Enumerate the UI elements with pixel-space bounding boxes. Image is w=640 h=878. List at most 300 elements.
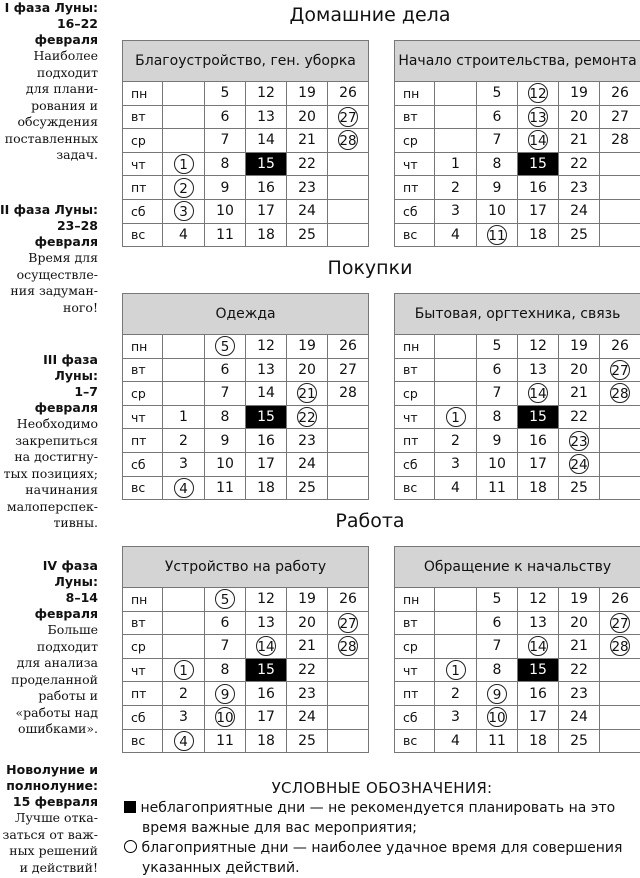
calendar-row [123,729,369,753]
weekday-label: вт [395,611,435,635]
calendar-row [123,682,369,706]
calendar-row [123,199,369,223]
day-cell: 5 [477,82,518,106]
favorable-day [435,405,477,429]
favorable-day-circle: 1 [174,660,194,680]
favorable-day [328,635,369,659]
favorable-day-circle: 10 [215,707,235,727]
day-cell: 7 [205,129,246,153]
empty-cell [435,382,477,406]
day-cell: 17 [518,199,559,223]
day-cell: 7 [477,382,518,406]
weekday-label: сб [395,199,435,223]
empty-cell [328,658,369,682]
legend-title: УСЛОВНЫЕ ОБОЗНАЧЕНИЯ: [124,778,640,798]
day-cell: 5 [477,335,518,359]
day-cell: 18 [518,223,559,247]
calendar-row [395,199,640,223]
day-cell: 6 [205,105,246,129]
day-cell: 3 [435,199,477,223]
calendar-row [395,152,640,176]
weekday-label: пт [123,429,163,453]
circle-icon [124,840,137,853]
day-cell: 11 [477,729,518,753]
favorable-day [287,405,328,429]
day-cell: 12 [518,588,559,612]
empty-cell [163,382,205,406]
empty-cell [328,176,369,200]
day-cell: 4 [435,223,477,247]
empty-cell [600,452,640,476]
calendar-title: Одежда [123,294,369,335]
day-cell: 13 [246,358,287,382]
legend-bad-term: неблагоприятные дни [140,800,305,816]
calendar-row [395,705,640,729]
day-cell: 16 [518,682,559,706]
unfavorable-day: 15 [518,152,559,176]
empty-cell [328,223,369,247]
empty-cell [600,682,640,706]
favorable-day-circle: 4 [174,731,194,751]
favorable-day-circle: 12 [528,83,548,103]
day-cell: 6 [205,358,246,382]
calendar-row [123,588,369,612]
day-cell: 1 [163,405,205,429]
calendar-title: Начало строительства, ремонта [395,41,640,82]
weekday-label: ср [123,635,163,659]
favorable-day-circle: 11 [487,225,507,245]
day-cell: 25 [287,729,328,753]
favorable-day-circle: 22 [297,407,317,427]
empty-cell [163,611,205,635]
phase-heading: II фаза Луны: 23–28 февраля [0,202,98,250]
calendar-construction [394,40,640,247]
empty-cell [435,611,477,635]
day-cell: 4 [435,729,477,753]
day-cell: 7 [205,382,246,406]
empty-cell [163,105,205,129]
section-title-work: Работа [100,510,640,532]
calendar-row [395,682,640,706]
day-cell: 3 [163,452,205,476]
calendar-row [395,223,640,247]
favorable-day [287,382,328,406]
day-cell: 7 [205,635,246,659]
day-cell: 20 [287,105,328,129]
day-cell: 17 [246,199,287,223]
day-cell: 13 [246,105,287,129]
favorable-day-circle: 2 [174,178,194,198]
day-cell: 24 [287,199,328,223]
empty-cell [600,152,640,176]
favorable-day-circle: 5 [215,589,235,609]
phase-description: Время для осуществле- ния задуман- ного! [0,250,98,316]
day-cell: 3 [435,705,477,729]
weekday-label: чт [123,152,163,176]
unfavorable-day: 15 [246,152,287,176]
legend [124,778,640,878]
calendar-row [123,223,369,247]
weekday-label: пн [123,82,163,106]
favorable-day-circle: 24 [569,454,589,474]
favorable-day [600,611,640,635]
favorable-day-circle: 14 [528,130,548,150]
favorable-day [518,382,559,406]
favorable-day-circle: 1 [174,154,194,174]
favorable-day-circle: 27 [610,613,630,633]
empty-cell [328,199,369,223]
favorable-day-circle: 21 [297,383,317,403]
favorable-day-circle: 23 [569,431,589,451]
favorable-day-circle: 28 [338,130,358,150]
favorable-day-circle: 3 [174,201,194,221]
day-cell: 22 [559,658,600,682]
legend-bad [124,798,640,818]
weekday-label: вс [395,476,435,500]
day-cell: 20 [287,611,328,635]
day-cell: 25 [287,223,328,247]
day-cell: 24 [287,452,328,476]
day-cell: 25 [559,729,600,753]
calendar-row [123,358,369,382]
calendar-row [395,105,640,129]
day-cell: 7 [477,635,518,659]
day-cell: 8 [205,405,246,429]
weekday-label: пн [123,335,163,359]
favorable-day [246,635,287,659]
weekday-label: чт [395,405,435,429]
empty-cell [435,82,477,106]
favorable-day [163,658,205,682]
calendar-row [395,176,640,200]
empty-cell [328,152,369,176]
weekday-label: сб [395,705,435,729]
phase-3 [0,352,98,532]
day-cell: 23 [559,682,600,706]
day-cell: 8 [477,152,518,176]
favorable-day [600,635,640,659]
calendar-row [123,452,369,476]
weekday-label: пн [395,588,435,612]
day-cell: 26 [328,335,369,359]
empty-cell [163,82,205,106]
calendar-row [123,429,369,453]
favorable-day [205,705,246,729]
day-cell: 2 [435,682,477,706]
day-cell: 12 [518,335,559,359]
day-cell: 27 [600,105,640,129]
phase-heading: Новолуние и полнолуние: 15 февраля [0,762,98,810]
calendar-row [123,335,369,359]
favorable-day-circle: 9 [215,684,235,704]
day-cell: 19 [559,335,600,359]
day-cell: 28 [600,129,640,153]
day-cell: 6 [477,358,518,382]
unfavorable-day: 15 [518,405,559,429]
day-cell: 12 [246,588,287,612]
day-cell: 19 [287,335,328,359]
weekday-label: вс [123,729,163,753]
favorable-day [205,335,246,359]
calendar-title: Бытовая, оргтехника, связь [395,294,640,335]
day-cell: 9 [477,429,518,453]
day-cell: 6 [477,105,518,129]
day-cell: 21 [559,635,600,659]
favorable-day [163,476,205,500]
day-cell: 8 [205,658,246,682]
calendar-row [395,452,640,476]
day-cell: 5 [205,82,246,106]
weekday-label: сб [123,199,163,223]
day-cell: 3 [163,705,205,729]
favorable-day [518,105,559,129]
day-cell: 17 [246,452,287,476]
day-cell: 2 [163,682,205,706]
day-cell: 10 [477,452,518,476]
day-cell: 13 [518,611,559,635]
legend-good-desc: — наиболее удачное время для совершения [288,840,622,856]
calendar-row [395,611,640,635]
favorable-day-circle: 9 [487,684,507,704]
day-cell: 26 [328,82,369,106]
calendar-row [395,729,640,753]
weekday-label: пн [123,588,163,612]
favorable-day [205,682,246,706]
phase-description: Лучше отка- заться от важ- ных решений и действий! [0,810,98,876]
day-cell: 21 [287,129,328,153]
favorable-day-circle: 10 [487,707,507,727]
calendar-row [123,611,369,635]
day-cell: 22 [287,658,328,682]
favorable-day-circle: 27 [338,613,358,633]
favorable-day [600,358,640,382]
weekday-label: чт [123,658,163,682]
day-cell: 4 [163,223,205,247]
day-cell: 12 [246,335,287,359]
calendar-job-application [122,546,369,753]
phase-description: Больше подходит для анализа проделанной работы и «работы над ошибками». [0,622,98,738]
day-cell: 2 [435,176,477,200]
day-cell: 24 [287,705,328,729]
day-cell: 17 [246,705,287,729]
day-cell: 28 [328,382,369,406]
favorable-day [477,223,518,247]
day-cell: 6 [477,611,518,635]
day-cell: 16 [518,429,559,453]
weekday-label: сб [123,705,163,729]
day-cell: 22 [559,152,600,176]
calendar-management [394,546,640,753]
favorable-day-circle: 13 [528,107,548,127]
day-cell: 11 [477,476,518,500]
day-cell: 21 [559,129,600,153]
day-cell: 21 [559,382,600,406]
weekday-label: пт [395,176,435,200]
empty-cell [163,129,205,153]
unfavorable-day: 15 [246,405,287,429]
favorable-day [163,199,205,223]
calendar-row [395,429,640,453]
day-cell: 26 [600,335,640,359]
section-title-shopping: Покупки [100,257,640,279]
empty-cell [600,729,640,753]
day-cell: 23 [287,176,328,200]
day-cell: 4 [435,476,477,500]
favorable-day-circle: 28 [610,636,630,656]
calendar-row [123,705,369,729]
day-cell: 17 [518,705,559,729]
day-cell: 16 [518,176,559,200]
calendar-title: Обращение к начальству [395,547,640,588]
favorable-day [600,382,640,406]
day-cell: 10 [205,452,246,476]
favorable-day [518,635,559,659]
empty-cell [328,452,369,476]
favorable-day-circle: 14 [528,636,548,656]
favorable-day-circle: 14 [256,636,276,656]
weekday-label: ср [395,129,435,153]
weekday-label: вт [123,105,163,129]
day-cell: 24 [559,199,600,223]
day-cell: 3 [435,452,477,476]
empty-cell [163,358,205,382]
day-cell: 18 [246,223,287,247]
day-cell: 25 [287,476,328,500]
weekday-label: вс [123,476,163,500]
empty-cell [600,199,640,223]
favorable-day-circle: 5 [215,336,235,356]
empty-cell [600,405,640,429]
favorable-day [518,129,559,153]
day-cell: 23 [287,429,328,453]
legend-good-desc-cont: указанных действий. [124,858,640,878]
weekday-label: чт [123,405,163,429]
day-cell: 24 [559,705,600,729]
day-cell: 16 [246,176,287,200]
weekday-label: ср [395,382,435,406]
day-cell: 18 [518,729,559,753]
day-cell: 20 [559,358,600,382]
empty-cell [328,729,369,753]
phase-heading: III фаза Луны: 1–7 февраля [0,352,98,416]
calendar-cleaning [122,40,369,247]
empty-cell [328,405,369,429]
weekday-label: сб [395,452,435,476]
weekday-label: вс [395,729,435,753]
phase-description: Наиболее подходит для плани- рования и обсуждения поставленных задач. [0,48,98,164]
calendar-row [395,588,640,612]
day-cell: 19 [287,588,328,612]
favorable-day-circle: 28 [610,383,630,403]
weekday-label: пт [123,176,163,200]
calendar-row [395,358,640,382]
day-cell: 25 [559,223,600,247]
day-cell: 2 [163,429,205,453]
day-cell: 18 [246,476,287,500]
weekday-label: вт [395,358,435,382]
section-title-home: Домашние дела [100,4,640,26]
calendar-row [395,476,640,500]
favorable-day [328,105,369,129]
empty-cell [163,335,205,359]
day-cell: 9 [205,429,246,453]
weekday-label: чт [395,658,435,682]
favorable-day-circle: 27 [338,107,358,127]
phase-5 [0,762,98,876]
calendar-row [123,405,369,429]
favorable-day-circle: 27 [610,360,630,380]
empty-cell [328,682,369,706]
calendar-row [395,82,640,106]
day-cell: 21 [287,635,328,659]
day-cell: 18 [518,476,559,500]
day-cell: 18 [246,729,287,753]
empty-cell [600,176,640,200]
day-cell: 11 [205,729,246,753]
favorable-day [163,176,205,200]
day-cell: 23 [287,682,328,706]
weekday-label: вт [123,358,163,382]
day-cell: 5 [477,588,518,612]
favorable-day [559,429,600,453]
calendar-row [395,635,640,659]
empty-cell [328,476,369,500]
calendar-row [395,129,640,153]
calendar-row [123,152,369,176]
legend-good [124,838,640,858]
day-cell: 19 [559,588,600,612]
day-cell: 13 [246,611,287,635]
empty-cell [435,129,477,153]
favorable-day-circle: 28 [338,636,358,656]
day-cell: 2 [435,429,477,453]
empty-cell [435,635,477,659]
calendar-title: Устройство на работу [123,547,369,588]
day-cell: 16 [246,429,287,453]
legend-bad-desc-cont: время важные для вас мероприятия; [124,818,640,838]
day-cell: 8 [477,658,518,682]
empty-cell [163,588,205,612]
weekday-label: ср [395,635,435,659]
favorable-day [163,152,205,176]
calendar-title: Благоустройство, ген. уборка [123,41,369,82]
favorable-day [328,611,369,635]
unfavorable-day: 15 [246,658,287,682]
day-cell: 9 [477,176,518,200]
calendar-row [123,105,369,129]
empty-cell [163,635,205,659]
day-cell: 6 [205,611,246,635]
empty-cell [435,358,477,382]
weekday-label: ср [123,382,163,406]
favorable-day-circle: 1 [446,407,466,427]
weekday-label: вс [395,223,435,247]
day-cell: 26 [328,588,369,612]
legend-bad-desc: — не рекомендуется планировать на это [305,800,615,816]
day-cell: 11 [205,476,246,500]
calendar-row [123,382,369,406]
calendar-electronics [394,293,640,500]
calendar-clothing [122,293,369,500]
empty-cell [600,223,640,247]
favorable-day [328,129,369,153]
day-cell: 27 [328,358,369,382]
weekday-label: пн [395,82,435,106]
day-cell: 20 [559,105,600,129]
day-cell: 14 [246,129,287,153]
day-cell: 26 [600,82,640,106]
day-cell: 9 [205,176,246,200]
